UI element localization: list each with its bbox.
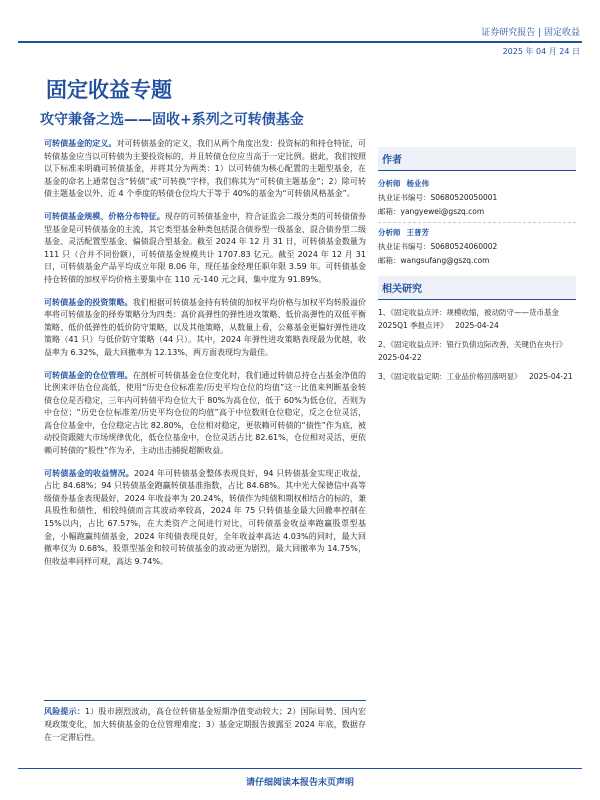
related-report-item[interactable] bbox=[378, 370, 576, 383]
email-label: 邮箱： bbox=[378, 207, 401, 216]
paragraph-text: 我们根据可转债基金持有转债的加权平均价格与加权平均转股溢价率将可转债基金的择券策略分为四类：高价高弹性的弹性进攻策略、低价高弹性的双低平衡策略、低价低弹性的低价防守策略，以及其他策略，从数量上看，公募基金更偏好弹性进攻策略（41 只）与低价防守策略（44 只）。其中，2024 年弹性进攻策略表现最为优越，收益率为 6.32%，最大回撤率为 12.13%，两方面表现均为最佳。 bbox=[44, 297, 367, 357]
sidebar bbox=[378, 147, 576, 389]
risk-warning bbox=[44, 700, 366, 744]
paragraph-strategy bbox=[44, 297, 366, 360]
cert-number: S0680524060002 bbox=[430, 242, 498, 251]
related-report-date: 2025-04-21 bbox=[529, 372, 573, 381]
related-research-heading: 相关研究 bbox=[378, 276, 576, 300]
paragraph-position bbox=[44, 370, 366, 458]
paragraph-scale bbox=[44, 211, 366, 287]
divider bbox=[378, 222, 576, 223]
email-label: 邮箱： bbox=[378, 256, 401, 265]
cert-label: 执业证书编号： bbox=[378, 193, 431, 202]
related-report-item[interactable] bbox=[378, 306, 576, 332]
paragraph-text: 现存的可转债基金中，符合证监会二级分类的可转债债券型基金是可转债基金的主流，其它类型基金种类包括混合债券型一级基金、混合债券型二级基金、灵活配置型基金、偏债混合型基金。截至 2024 年 12 月 31 日，可转债基金数量为 111 只（合并不同份额），可转债基金规模共计 1707.83 亿元。截至 2024 年 12 月 31 日，可转债基金产品平均成立年限 8.06 年，现任基金经理任职年限 3.59 年。可转债基金持仓转债的加权平均价格主要集中在 110 元-140 元之间，集中度为 91.89%。 bbox=[44, 211, 367, 284]
paragraph-lead: 可转债基金的投资策略。 bbox=[44, 297, 133, 307]
related-report-title[interactable]: 1、《固定收益点评：规模收缩，被动防守——货币基金 2025Q1 季报点评》 bbox=[378, 308, 560, 330]
report-category-label: 证券研究报告 | 固定收益 bbox=[481, 28, 580, 38]
paragraph-text: 2024 年可转债基金整体表现良好，94 只转债基金实现正收益，占比 84.68%；94 只转债基金跑赢转债基准指数，占比 84.68%。其中光大保德信中高等级债券基金表现最好，2024 年收益率为 20.24%，转债作为纯债和期权相结合的标的，兼具股性和债性，相较纯债而言其波动率较高，2024 年 75 只转债基金最大回撤率控制在 15%以内，占比 67.57%，在大类资产之间进行对比，可转债基金收益率跑赢股票型基金，小幅跑赢纯债基金，2024 年纯债表现良好，全年收益率高达 4.03%的同时，最大回撤率仅为 0.68%，股票型基金和较可转债基金的波动更为剧烈，最大回撤率为 14.75%，但收益率同样可观，高达 9.74%。 bbox=[44, 468, 367, 566]
analyst-role: 分析师 bbox=[378, 228, 401, 237]
risk-text: 1）股市剧烈波动，高仓位转债基金短期净值变动较大；2）国际局势、国内宏观政策变化，加大转债基金的仓位管理难度；3）基金定期报告披露至 2024 年底，数据存在一定滞后性。 bbox=[44, 707, 366, 742]
paragraph-lead: 可转债基金的收益情况。 bbox=[44, 468, 134, 478]
related-report-title[interactable]: 3、《固定收益定期：工业品价格回落明显》 bbox=[378, 372, 522, 381]
page-title: 固定收益专题 bbox=[46, 78, 172, 102]
paragraph-lead: 可转债基金规模、价格分布特征。 bbox=[44, 211, 165, 221]
footer-disclaimer: 请仔细阅读本报告末页声明 bbox=[245, 778, 354, 788]
main-body bbox=[44, 138, 366, 578]
cert-label: 执业证书编号： bbox=[378, 242, 431, 251]
cert-number: S0680520050001 bbox=[430, 193, 498, 202]
email-link[interactable]: yangyewei@gszq.com bbox=[400, 207, 485, 216]
related-report-date: 2025-04-24 bbox=[455, 321, 499, 330]
authors-heading: 作者 bbox=[378, 147, 576, 171]
paragraph-lead: 可转债基金的定义。 bbox=[44, 139, 117, 148]
paragraph-text: 在剖析可转债基金仓位变化时，我们通过转债总持仓占基金净值的比例来评估仓位高低，使用“历史仓位标准差/历史平均仓位的均值”这一比值来判断基金转债仓位是否稳定，三年内可转债平均仓位大于 80%为高仓位，低于 60%为低仓位，否则为中仓位；“历史仓位标准差/历史平均仓位的均值”高于中位数则仓位稳定，反之仓位灵活，高仓位基金中，仓位稳定占比 82.80%，仓位相对稳定，更依赖可转债的“债性”作为底，被动投资跟随大市场规律优化，低仓位基金中，仓位灵活占比 82.61%，仓位相对灵活，更依赖可转债的“股性”作为矛，主动出击捕捉超额收益。 bbox=[44, 370, 367, 456]
analyst-block bbox=[378, 177, 576, 219]
related-report-date: 2025-04-22 bbox=[378, 353, 422, 362]
risk-lead: 风险提示： bbox=[44, 707, 86, 716]
related-report-item[interactable] bbox=[378, 338, 576, 364]
paragraph-text: 对可转债基金的定义，我们从两个角度出发：投资标的和持仓特征，可转债基金应当以可转债为主要投资标的，并且转债仓位应当高于一定比例。据此，我们按照以下标准来明确可转债基金，并将其分为两类：1）以可转债为核心配置的主题型基金，在基金的命名上通常包含“转债”或“可转换”字样，我们称其为“可转债主题基金”；2）除可转债主题基金以外、近 4 个季度的转债仓位均大于等于 40%的基金为“可转债风格基金”。 bbox=[44, 139, 367, 199]
analyst-role: 分析师 bbox=[378, 179, 401, 188]
analyst-block bbox=[378, 226, 576, 268]
paragraph-definition bbox=[44, 138, 366, 201]
analyst-name: 杨业伟 bbox=[406, 179, 429, 188]
related-report-title[interactable]: 2、《固定收益点评：银行负债边际改善，关键仍在央行》 bbox=[378, 340, 567, 349]
email-link[interactable]: wangsufang@gszq.com bbox=[400, 256, 490, 265]
report-date: 2025 年 04 月 24 日 bbox=[502, 47, 580, 56]
paragraph-returns bbox=[44, 468, 366, 569]
page-subtitle: 攻守兼备之选——固收+系列之可转债基金 bbox=[40, 112, 304, 128]
footer-rule bbox=[18, 768, 582, 769]
header-rule bbox=[18, 41, 582, 43]
paragraph-lead: 可转债基金的仓位管理。 bbox=[44, 370, 133, 380]
analyst-name: 王普芳 bbox=[406, 228, 429, 237]
